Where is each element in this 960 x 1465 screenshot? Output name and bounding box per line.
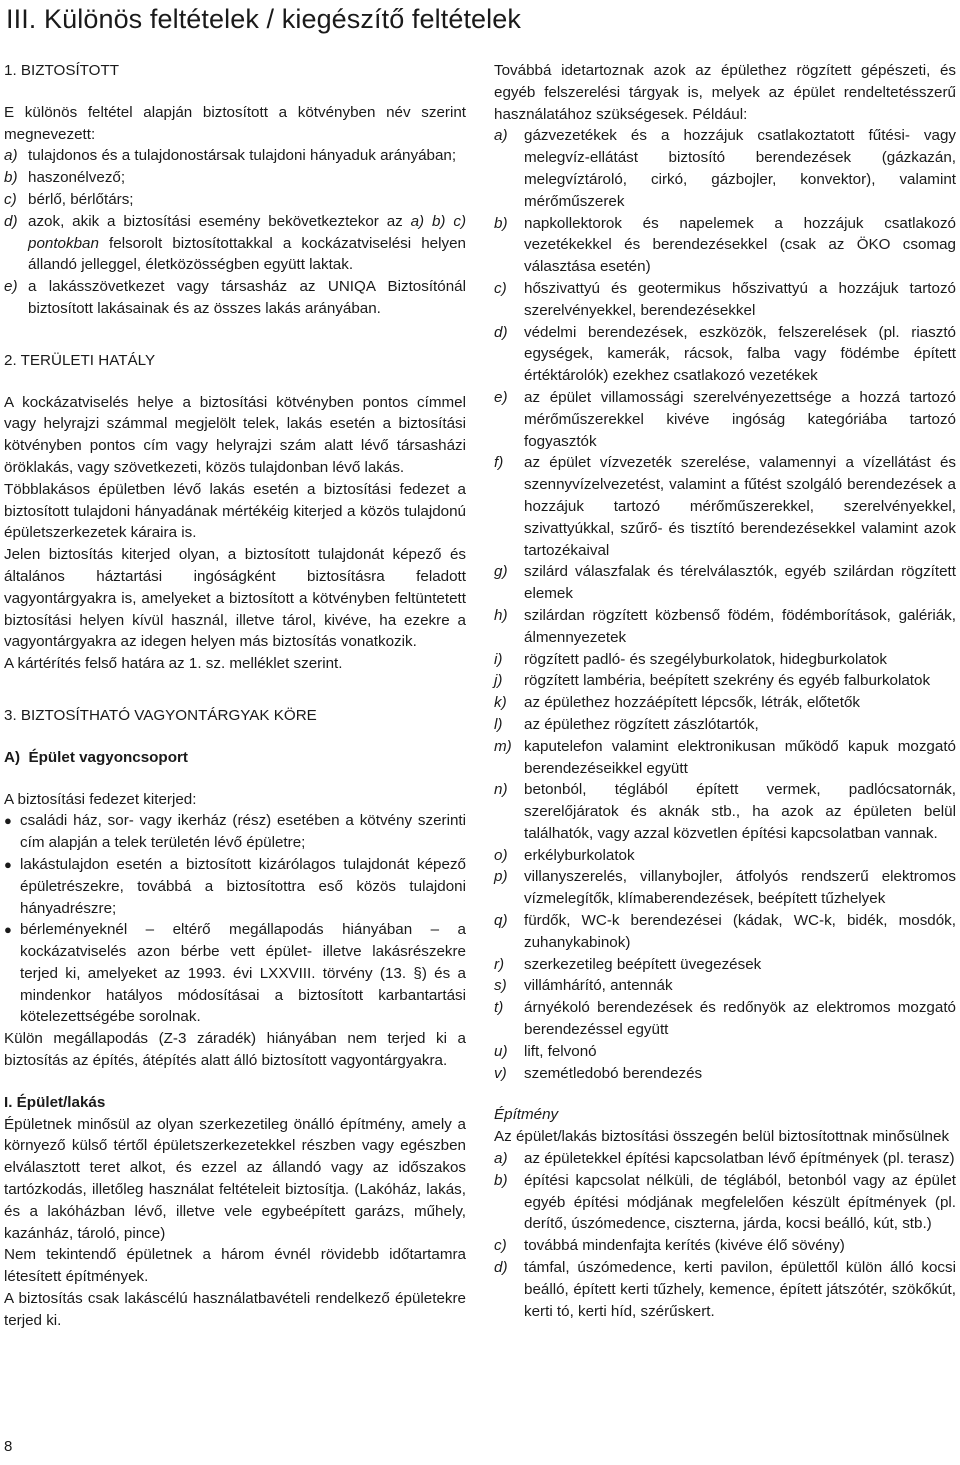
list-label: m) (494, 737, 512, 755)
section-2-heading: 2. TERÜLETI HATÁLY (4, 351, 156, 369)
list-text: az épület vízvezeték szerelése, valamennyi a vízellátást és szennyvízelvezetést, valamint a fűtést szolgáló berendezések a hozzájuk tartozó mérőműszerekkel, szerelvényekkel, szivattyúkkal, szűrő- és tisztító berendezésekkel valamint azok tartozékaival (524, 454, 956, 559)
list-label: i) (494, 650, 503, 668)
list-item (494, 387, 956, 452)
bullet-icon: ● (4, 813, 12, 829)
list-text: szerkezetileg beépített üvegezések (524, 955, 762, 973)
paragraph: A kártérítés felső határa az 1. sz. melléklet szerint. (4, 655, 343, 673)
list-item (494, 736, 956, 780)
list-text: rögzített padló- és szegélyburkolatok, hidegburkolatok (524, 650, 888, 668)
list-text-part: azok, akik a biztosítási esemény bekövetkeztekor az (28, 212, 411, 230)
bullet-item (4, 854, 466, 919)
paragraph: A biztosítás csak lakáscélú használatbavételi rendelkező épületekre terjed ki. (4, 1290, 466, 1329)
list-text: az épületekkel építési kapcsolatban lévő építmények (pl. terasz) (524, 1150, 955, 1168)
list-item (494, 1063, 956, 1085)
list-item (494, 322, 956, 387)
list-label: d) (4, 212, 18, 230)
list-text: erkélyburkolatok (524, 846, 635, 864)
paragraph: Nem tekintendő épületnek a három évnél rövidebb időtartamra létesített építmények. (4, 1246, 466, 1286)
list-text: építési kapcsolat nélküli, de téglából, betonból vagy az épület egyéb építési módjának megfelelően készült építmények (pl. derítő, úszómedence, ciszterna, járda, kocsi beálló, kút, stb.) (524, 1171, 956, 1233)
list-label: a) (494, 127, 508, 145)
list-item (494, 1170, 956, 1235)
list-label: k) (494, 694, 507, 712)
list-text: bérlő, bérlőtárs; (28, 190, 134, 208)
list-text: napkollektorok és napelemek a hozzájuk csatlakozó vezetékekkel és berendezésekkel (csak az ÖKO csomag választása esetén) (524, 214, 956, 276)
subsection-a-heading: A) Épület vagyoncsoport (4, 748, 188, 766)
list-text: támfal, úszómedence, kerti pavilon, épülettől külön álló kocsi beálló, épített kerti tűzhely, kemence, épített játszótér, szökőkút, kerti tó, kerti híd, szérűskert. (524, 1259, 956, 1320)
list-label: e) (494, 388, 508, 406)
list-label: e) (4, 278, 18, 296)
epitmeny-heading: Építmény (494, 1106, 559, 1124)
list-item (494, 1235, 956, 1257)
list-text: szilárd válaszfalak és térelválasztók, egyéb szilárdan rögzített elemek (524, 563, 956, 603)
list-text: rögzített lambéria, beépített szekrény és egyéb falburkolatok (524, 672, 931, 690)
list-label: a) (494, 1150, 508, 1168)
page-number: 8 (4, 1438, 13, 1455)
list-label: t) (494, 999, 504, 1017)
list-item (494, 845, 956, 867)
list-text: hőszivattyú és geotermikus hőszivattyú a hozzájuk tartozó szerelvényekkel, berendezésekkel (524, 279, 956, 319)
list-label: l) (494, 715, 503, 733)
list-label: c) (4, 190, 17, 208)
list-text: tulajdonos és a tulajdonostársak tulajdoni hányaduk arányában; (28, 147, 457, 165)
list-item (494, 714, 956, 736)
list-label: r) (494, 955, 505, 973)
list-item (494, 997, 956, 1041)
list-label: b) (494, 1171, 508, 1189)
list-text: villanyszerelés, villanybojler, átfolyós rendszerű elektromos vízmelegítők, klímaberendezések, beépített tűzhelyek (524, 868, 956, 908)
list-item (494, 605, 956, 649)
list-label: v) (494, 1064, 507, 1082)
list-text: védelmi berendezések, eszközök, felszerelések (pl. riasztó egységek, kamerák, rácsok, falba vagy födémbe épített értéktárolók) ezekhez csatlakozó vezetékek (524, 323, 956, 385)
right-item-list (494, 125, 956, 1084)
list-label: s) (494, 977, 507, 995)
list-label: o) (494, 846, 508, 864)
list-text: lift, felvonó (524, 1042, 597, 1060)
bullet-icon: ● (4, 856, 12, 872)
list-item (494, 954, 956, 976)
section-3-intro: A biztosítási fedezet kiterjed: (4, 790, 197, 808)
section-1-intro: E különös feltétel alapján biztosított a kötvényben név szerint megnevezett: (4, 103, 466, 143)
paragraph: A kockázatviselés helye a biztosítási kötvényben pontos címmel vagy helyrajzi számmal megjelölt telek, lakás esetén a biztosítási kötvényben pontos cím vagy helyrajzi szám alatt lévő társasházi öröklakás, vagy szövetkezeti, közös tulajdonban lévő lakás. (4, 393, 466, 476)
list-text: szilárdan rögzített közbenső födém, födémborítások, galériák, álmennyezetek (524, 606, 956, 646)
bullet-icon: ● (4, 922, 12, 938)
list-item (494, 1257, 956, 1322)
left-column (4, 60, 466, 1332)
list-text-ref: a) b) c) (410, 212, 466, 230)
list-label: u) (494, 1042, 508, 1060)
list-text: gázvezetékek és a hozzájuk csatlakoztatott fűtési- vagy melegvíz-ellátást biztosító berendezések (gázkazán, melegvíztároló, cirkó, gázbojler, konvektor), valamint mérőműszerek (524, 127, 956, 210)
list-item (494, 779, 956, 844)
subsection-i-heading: I. Épület/lakás (4, 1093, 106, 1111)
paragraph: Többlakásos épületben lévő lakás esetén a biztosítási fedezet a biztosított tulajdoni hányadának mértékéig kiterjed a közös tulajdonú épületszerkezetek káraira is. (4, 480, 466, 542)
list-item (494, 1148, 956, 1170)
bullet-text: lakástulajdon esetén a biztosított kizárólagos tulajdonát képező épületrészekre, továbbá a biztosítottra eső közös tulajdoni hányadrészre; (20, 855, 466, 917)
list-item (4, 211, 466, 276)
list-label: g) (494, 563, 508, 581)
list-label: f) (494, 454, 504, 472)
list-label: j) (494, 672, 503, 690)
list-item (494, 649, 956, 671)
bullet-text: bérleményeknél – eltérő megállapodás hiányában – a kockázatviselés azon bérbe vett épület- illetve lakásrészekre terjed ki, amelyeket az 1993. évi LXXVIII. törvény (13. §) és a mindenkor hatályos módosításai a biztosított karbantartási kötelezettségébe sorolnak. (20, 921, 466, 1026)
list-item (494, 866, 956, 910)
list-label: h) (494, 606, 508, 624)
list-text: az épület villamossági szerelvényezettsége a hozzá tartozó mérőműszerekkel kivéve ingóság kategóriába tartozó fogyasztók (524, 388, 956, 450)
list-text: fürdők, WC-k berendezései (kádak, WC-k, bidék, mosdók, zuhanykabinok) (524, 912, 956, 951)
epitmeny-item-list (494, 1148, 956, 1322)
list-item (494, 561, 956, 605)
right-intro: Továbbá idetartoznak azok az épülethez rögzített gépészeti, és egyéb felszerelési tárgyak is, melyek az épület rendeltetésszerű használatához szükségesek. Például: (494, 62, 956, 123)
list-item (494, 910, 956, 954)
list-item (494, 975, 956, 997)
paragraph: Külön megállapodás (Z-3 záradék) hiányában nem terjed ki a biztosítás az építés, átépítés alatt álló biztosított vagyontárgyakra. (4, 1030, 466, 1070)
list-label: a) (4, 147, 18, 165)
list-label: d) (494, 323, 508, 341)
list-text: betonból, téglából épített vermek, padlócsatornák, szerelőjáratok és aknák stb., ha azok az épületen belül találhatók, vagy azzal közvetlen építési kapcsolatban vannak. (524, 781, 956, 842)
list-label: b) (494, 214, 508, 232)
section-3-heading: 3. BIZTOSÍTHATÓ VAGYONTÁRGYAK KÖRE (4, 706, 317, 724)
list-text: haszonélvező; (28, 169, 126, 187)
list-item (494, 278, 956, 322)
list-text: villámhárító, antennák (524, 977, 673, 995)
bullet-item (4, 810, 466, 854)
list-item (494, 213, 956, 278)
bullet-text: családi ház, sor- vagy ikerház (rész) esetében a kötvény szerinti cím alapján a telek területén lévő épületre; (20, 812, 466, 852)
paragraph: Jelen biztosítás kiterjed olyan, a biztosított tulajdonát képező és általános háztartási ingóságként biztosításra feladott vagyontárgyakra is, amelyeket a biztosított a kötvényben feltüntetett biztosítási helyen kívül használ, illetve tárol, kivéve, ha ezekre a vagyontárgyakra az idegen helyen más biztosítás vonatkozik. (4, 546, 466, 651)
list-text-part: felsorolt biztosítottakkal a kockázatviselési helyen állandó jelleggel, életközösségben együtt laktak. (28, 234, 466, 274)
list-text: árnyékoló berendezések és redőnyök az elektromos mozgató berendezéssel együtt (524, 999, 956, 1039)
list-label: c) (494, 279, 507, 297)
list-text: kaputelefon valamint elektronikusan működő kapuk mozgató berendezéseikkel együtt (524, 737, 956, 777)
list-text: továbbá mindenfajta kerítés (kivéve élő sövény) (524, 1237, 845, 1255)
paragraph: Épületnek minősül az olyan szerkezetileg önálló építmény, amely a környező külső tértől épületszerkezetekkel részben vagy egészben elválasztott teret alkot, és ezzel az állandó vagy az időszakos tartózkodás, illetőleg használat feltételeit biztosítja. (Lakóház, lakás, és a lakóházban lévő, illetve vele egybeépített garázs, műhely, kazánház, tároló, pince) (4, 1115, 466, 1242)
list-item (494, 1041, 956, 1063)
list-label: q) (494, 912, 508, 930)
list-text: az épülethez hozzáépített lépcsők, létrák, előtetők (524, 694, 861, 712)
list-item (4, 167, 466, 189)
list-item (494, 670, 956, 692)
list-item (4, 189, 466, 211)
list-label: c) (494, 1237, 507, 1255)
list-text: a lakásszövetkezet vagy társasház az UNIQA Biztosítónál biztosított lakásainak és az összes lakás arányában. (28, 278, 466, 317)
page-title: III. Különös feltételek / kiegészítő feltételek (6, 4, 521, 34)
list-item (4, 276, 466, 320)
list-text: szemétledobó berendezés (524, 1064, 703, 1082)
list-item (494, 452, 956, 561)
list-text (28, 211, 466, 276)
epitmeny-intro: Az épület/lakás biztosítási összegén belül biztosítottnak minősülnek (494, 1128, 950, 1146)
list-text: az épülethez rögzített zászlótartók, (524, 715, 759, 733)
list-item (494, 692, 956, 714)
bullet-item (4, 919, 466, 1028)
list-item (4, 145, 466, 167)
list-item (494, 125, 956, 212)
section-1-heading: 1. BIZTOSÍTOTT (4, 62, 120, 79)
list-label: p) (494, 868, 508, 886)
list-label: b) (4, 169, 18, 187)
list-text-ref: pontokban (28, 234, 99, 252)
list-label: d) (494, 1259, 508, 1277)
right-column (494, 60, 956, 1322)
list-label: n) (494, 781, 508, 799)
